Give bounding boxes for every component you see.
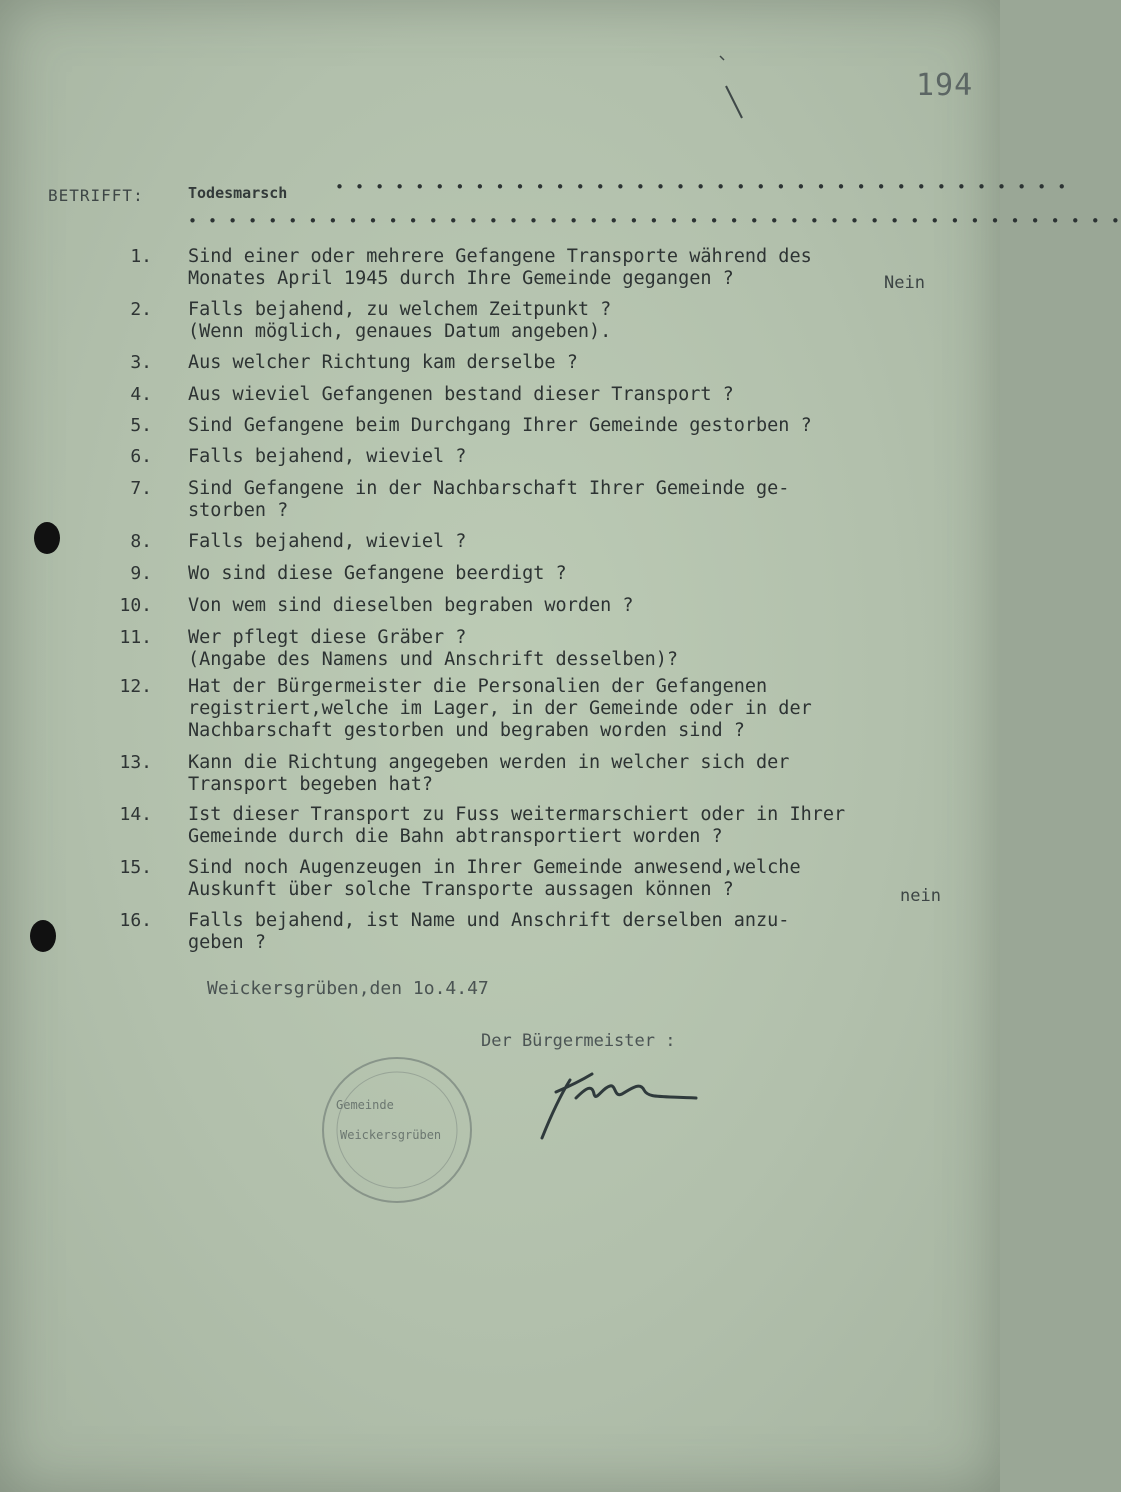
question-number: 3. <box>130 352 152 373</box>
question-text: Sind noch Augenzeugen in Ihrer Gemeinde anwesend,welche Auskunft über solche Transporte aussagen können ? <box>188 857 801 900</box>
page-number: 194 <box>916 68 974 103</box>
question-number: 5. <box>130 415 152 436</box>
subject-value: Todesmarsch <box>188 184 288 202</box>
question-number: 6. <box>130 446 152 467</box>
question-number: 14. <box>119 804 152 825</box>
question-text: Sind Gefangene beim Durchgang Ihrer Gemeinde gestorben ? <box>188 415 812 436</box>
stamp-text: Weickersgrüben <box>340 1128 442 1142</box>
handwritten-signature <box>536 1058 706 1148</box>
question-number: 12. <box>119 676 152 697</box>
dotted-line: • • • • • • • • • • • • • • • • • • • • • • • • • • • • • • • • • • • • • • • • • • • • • • • <box>188 212 1121 230</box>
question-text: Aus welcher Richtung kam derselbe ? <box>188 352 578 373</box>
answer-q1: Nein <box>884 273 925 293</box>
question-text: Sind Gefangene in der Nachbarschaft Ihrer Gemeinde ge- storben ? <box>188 478 790 521</box>
question-text: Sind einer oder mehrere Gefangene Transporte während des Monates April 1945 durch Ihre Gemeinde gegangen ? <box>188 246 812 289</box>
question-text: Falls bejahend, wieviel ? <box>188 531 467 552</box>
punch-hole <box>30 920 56 952</box>
question-text: Falls bejahend, zu welchem Zeitpunkt ? (Wenn möglich, genaues Datum angeben). <box>188 299 612 342</box>
question-number: 9. <box>130 563 152 584</box>
question-text: Hat der Bürgermeister die Personalien der Gefangenen registriert,welche im Lager, in der Gemeinde oder in der Nachbarschaft gestorben und begraben worden sind ? <box>188 676 812 741</box>
dotted-line: • • • • • • • • • • • • • • • • • • • • • • • • • • • • • • • • • • • • • <box>335 178 1068 196</box>
question-number: 7. <box>130 478 152 499</box>
stamp-text: Gemeinde <box>336 1098 394 1112</box>
question-number: 2. <box>130 299 152 320</box>
question-number: 4. <box>130 384 152 405</box>
answer-q15: nein <box>900 886 941 906</box>
question-number: 10. <box>119 595 152 616</box>
question-text: Wo sind diese Gefangene beerdigt ? <box>188 563 567 584</box>
question-number: 1. <box>130 246 152 267</box>
question-text: Ist dieser Transport zu Fuss weitermarschiert oder in Ihrer Gemeinde durch die Bahn abtransportiert worden ? <box>188 804 846 847</box>
question-number: 8. <box>130 531 152 552</box>
question-text: Aus wieviel Gefangenen bestand dieser Transport ? <box>188 384 734 405</box>
question-text: Von wem sind dieselben begraben worden ? <box>188 595 634 616</box>
question-text: Wer pflegt diese Gräber ? (Angabe des Namens und Anschrift desselben)? <box>188 627 679 670</box>
subject-label: BETRIFFT: <box>48 186 144 205</box>
question-number: 13. <box>119 752 152 773</box>
question-number: 15. <box>119 857 152 878</box>
punch-hole <box>34 522 60 554</box>
place-date: Weickersgrüben,den 1o.4.47 <box>207 978 489 999</box>
pen-stroke-mark <box>712 50 752 120</box>
question-number: 16. <box>119 910 152 931</box>
question-text: Falls bejahend, ist Name und Anschrift derselben anzu- geben ? <box>188 910 790 953</box>
signatory-label: Der Bürgermeister : <box>481 1031 676 1051</box>
question-text: Falls bejahend, wieviel ? <box>188 446 467 467</box>
question-number: 11. <box>119 627 152 648</box>
question-text: Kann die Richtung angegeben werden in welcher sich der Transport begeben hat? <box>188 752 790 795</box>
